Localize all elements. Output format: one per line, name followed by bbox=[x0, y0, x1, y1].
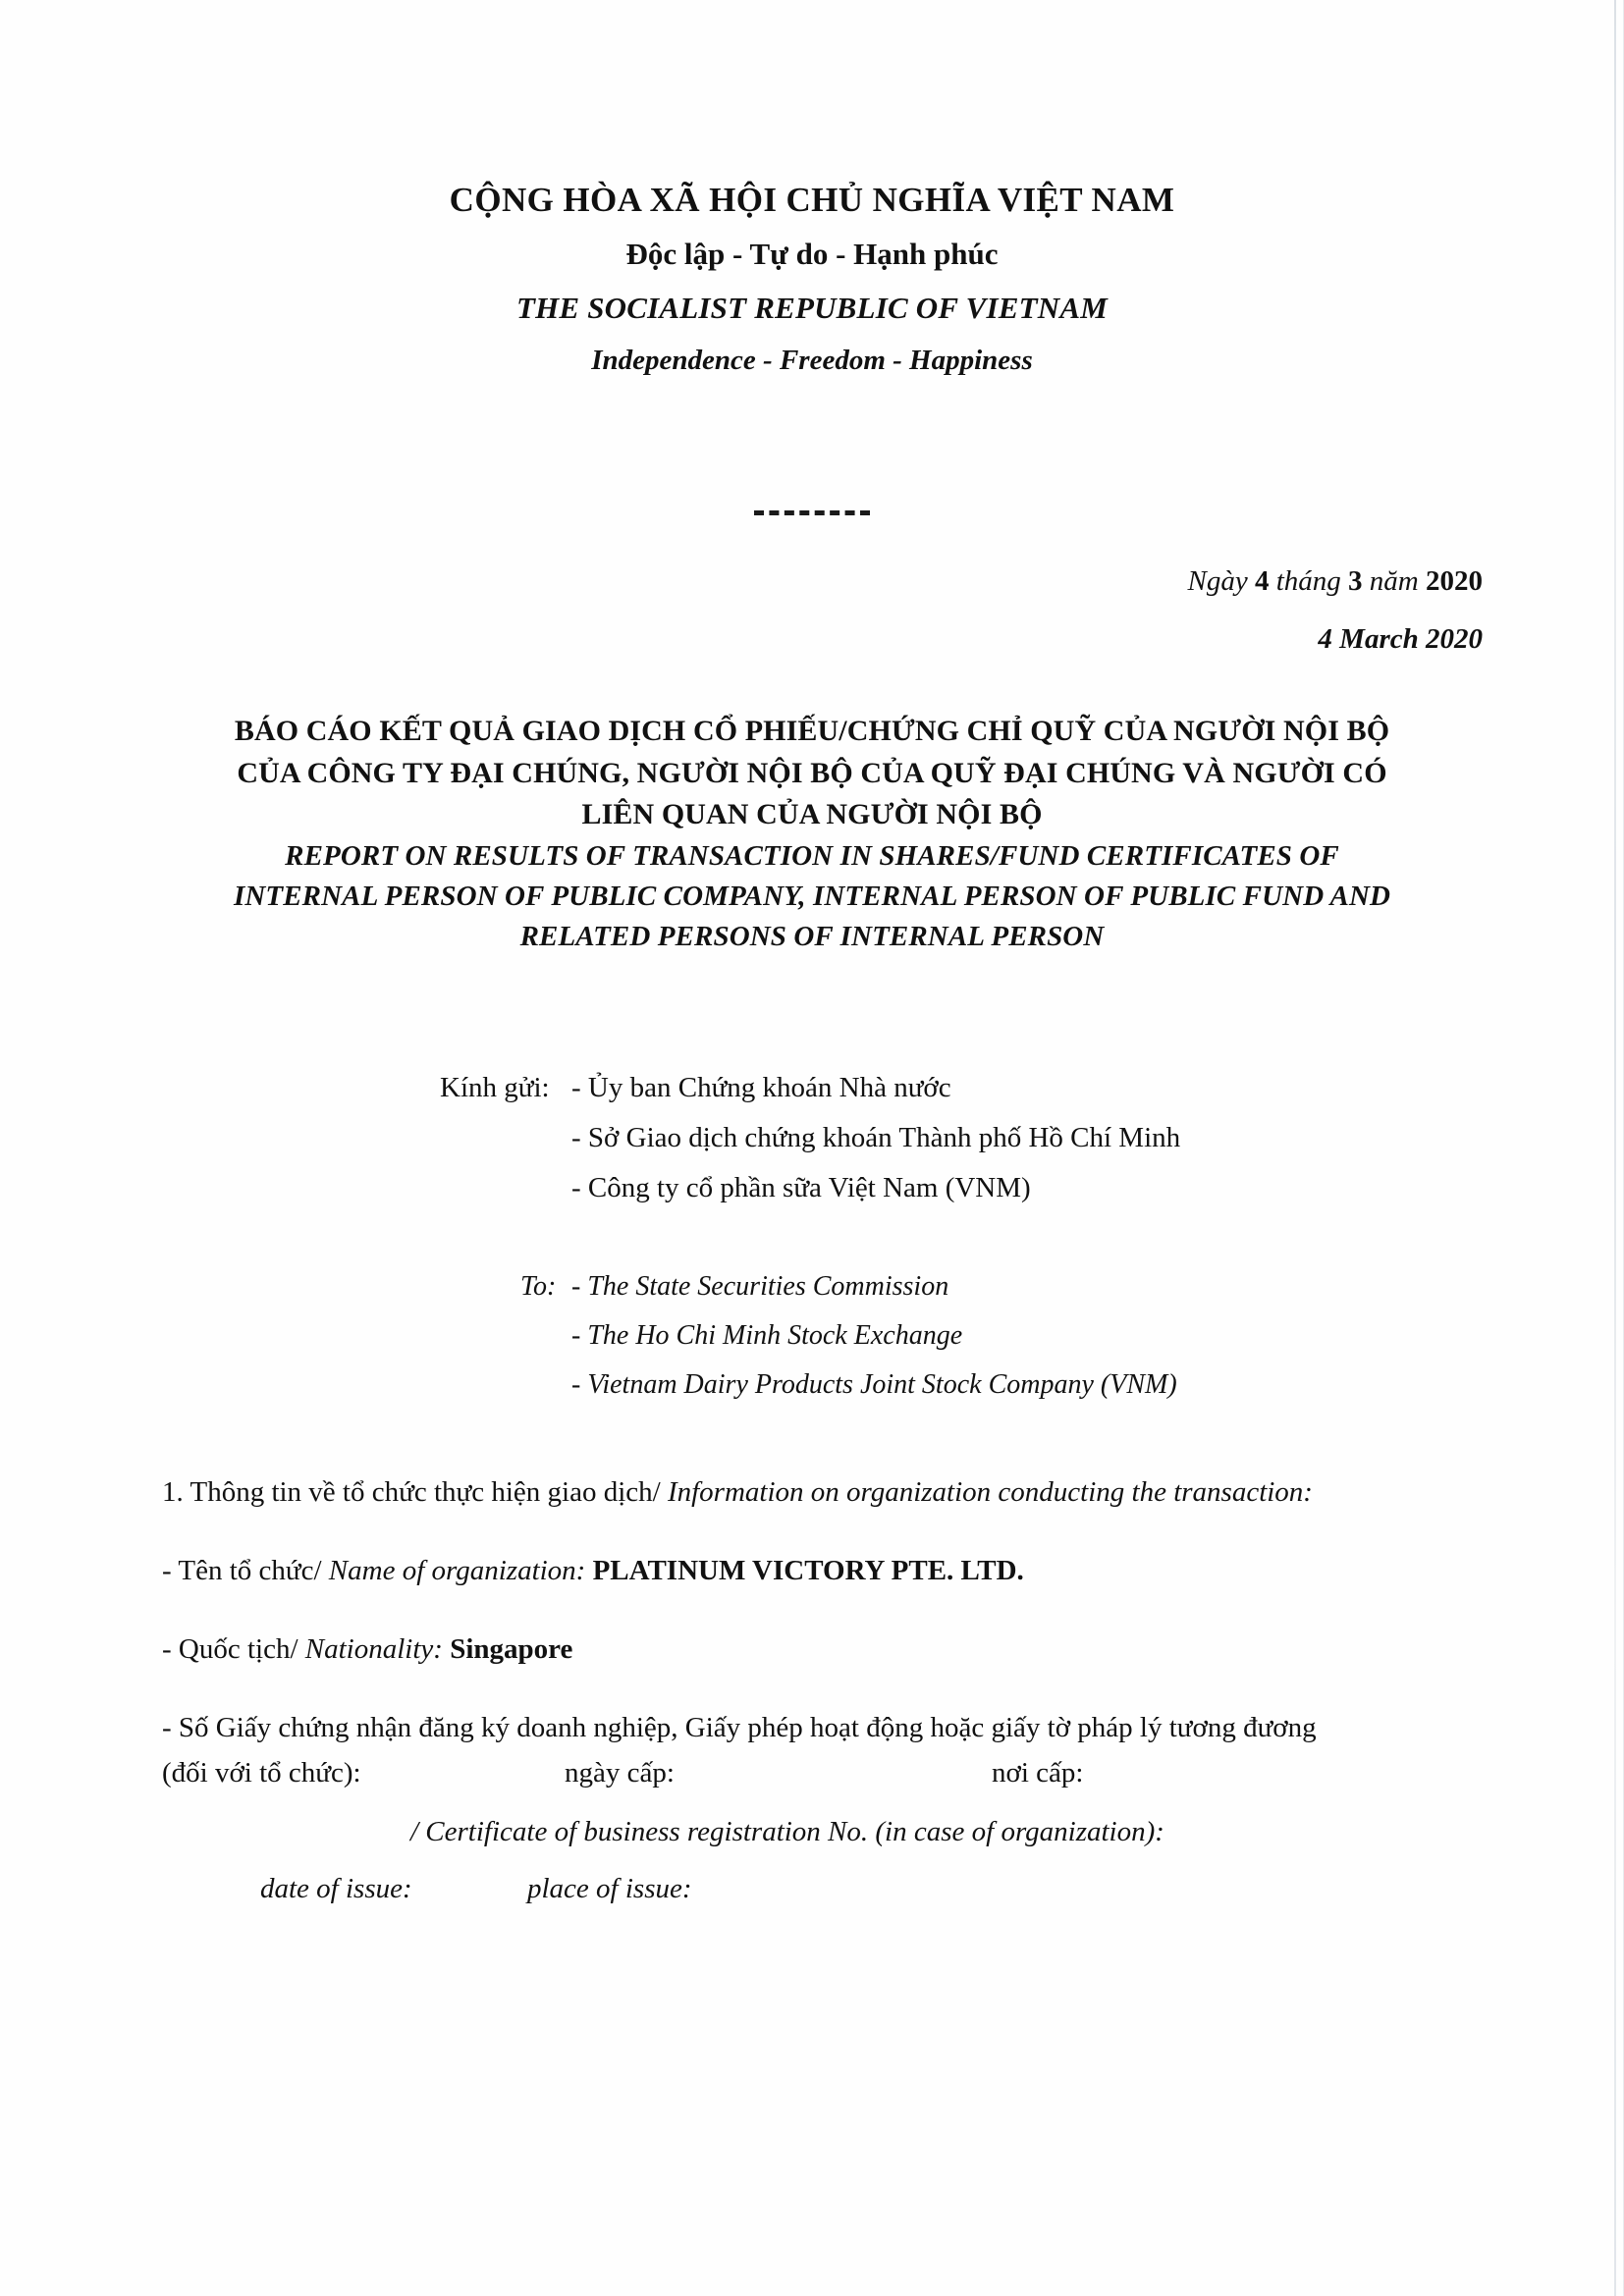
business-registration-place-label-english: place of issue: bbox=[527, 1873, 692, 1905]
business-registration-field bbox=[162, 1706, 1488, 1910]
recipient-item-2: - Sở Giao dịch chứng khoán Thành phố Hồ Chí Minh bbox=[571, 1122, 1181, 1153]
document-title bbox=[0, 711, 1624, 957]
section-1-heading bbox=[162, 1470, 1488, 1514]
country-name-english: THE SOCIALIST REPUBLIC OF VIETNAM bbox=[515, 291, 1109, 325]
title-english-line-2: INTERNAL PERSON OF PUBLIC COMPANY, INTERNAL PERSON OF PUBLIC FUND AND bbox=[233, 880, 1391, 912]
country-name-vietnamese: CỘNG HÒA XÃ HỘI CHỦ NGHĨA VIỆT NAM bbox=[449, 181, 1175, 219]
recipient-row-english bbox=[520, 1371, 1177, 1399]
recipients-vietnamese bbox=[440, 1074, 1180, 1202]
recipient-english-item-2: - The Ho Chi Minh Stock Exchange bbox=[571, 1320, 963, 1351]
business-registration-line-vietnamese: - Số Giấy chứng nhận đăng ký doanh nghiệp, Giấy phép hoạt động hoặc giấy tờ pháp lý tương đương bbox=[162, 1712, 1317, 1744]
recipient-row bbox=[440, 1174, 1180, 1202]
recipient-item-3: - Công ty cổ phần sữa Việt Nam (VNM) bbox=[571, 1172, 1031, 1203]
recipient-item-1: - Ủy ban Chứng khoán Nhà nước bbox=[571, 1072, 951, 1103]
recipient-spacer bbox=[440, 1174, 571, 1202]
recipients-english bbox=[520, 1273, 1177, 1399]
nationality-field bbox=[162, 1628, 1488, 1671]
date-vi-day: 4 bbox=[1254, 565, 1270, 597]
date-vi-month-word: tháng bbox=[1275, 565, 1341, 597]
title-vietnamese-line-1: BÁO CÁO KẾT QUẢ GIAO DỊCH CỔ PHIẾU/CHỨNG CHỈ QUỸ CỦA NGƯỜI NỘI BỘ bbox=[234, 715, 1390, 747]
section-1-heading-english: Information on organization conducting the transaction: bbox=[667, 1476, 1313, 1508]
nationality-label-english: Nationality: bbox=[304, 1633, 443, 1666]
business-registration-org-label: (đối với tổ chức): bbox=[162, 1757, 361, 1789]
recipient-english-item-1: - The State Securities Commission bbox=[571, 1271, 949, 1302]
national-motto-vietnamese: Độc lập - Tự do - Hạnh phúc bbox=[625, 237, 999, 271]
recipient-row-english bbox=[520, 1273, 1177, 1301]
business-registration-columns-vietnamese bbox=[162, 1751, 1488, 1794]
recipient-spacer bbox=[520, 1322, 571, 1350]
national-header bbox=[0, 183, 1624, 375]
title-vietnamese-line-3: LIÊN QUAN CỦA NGƯỜI NỘI BỘ bbox=[581, 798, 1043, 831]
date-vi-prefix: Ngày bbox=[1187, 565, 1248, 597]
title-english-line-1: REPORT ON RESULTS OF TRANSACTION IN SHARES/FUND CERTIFICATES OF bbox=[285, 839, 1339, 872]
date-vietnamese bbox=[1188, 567, 1483, 596]
recipients-english-label: To: bbox=[520, 1271, 557, 1302]
recipient-spacer bbox=[440, 1124, 571, 1152]
recipient-row-english bbox=[520, 1322, 1177, 1350]
business-registration-place-label: nơi cấp: bbox=[992, 1757, 1084, 1789]
recipient-english-item-3: - Vietnam Dairy Products Joint Stock Company (VNM) bbox=[571, 1369, 1177, 1400]
title-english-line-3: RELATED PERSONS OF INTERNAL PERSON bbox=[519, 921, 1105, 953]
recipient-row bbox=[440, 1074, 1180, 1102]
nationality-label-vietnamese: - Quốc tịch/ bbox=[162, 1633, 298, 1666]
organization-name-field bbox=[162, 1549, 1488, 1592]
business-registration-columns-english bbox=[260, 1867, 1488, 1910]
recipients-vietnamese-label: Kính gửi: bbox=[440, 1072, 550, 1103]
date-vi-month: 3 bbox=[1348, 565, 1363, 597]
business-registration-date-label-english: date of issue: bbox=[260, 1873, 412, 1905]
organization-name-label-english: Name of organization: bbox=[328, 1555, 586, 1587]
nationality-value: Singapore bbox=[450, 1633, 573, 1666]
date-english: 4 March 2020 bbox=[1318, 623, 1483, 655]
recipient-spacer bbox=[520, 1371, 571, 1399]
title-vietnamese-line-2: CỦA CÔNG TY ĐẠI CHÚNG, NGƯỜI NỘI BỘ CỦA QUỸ ĐẠI CHÚNG VÀ NGƯỜI CÓ bbox=[237, 756, 1387, 789]
national-motto-english: Independence - Freedom - Happiness bbox=[591, 345, 1033, 376]
section-1-body bbox=[162, 1470, 1488, 1911]
business-registration-line-english: / Certificate of business registration No. (in case of organization): bbox=[410, 1816, 1164, 1848]
organization-name-label-vietnamese: - Tên tổ chức/ bbox=[162, 1555, 322, 1587]
date-vi-year-word: năm bbox=[1369, 565, 1419, 597]
dashed-separator-icon bbox=[754, 510, 870, 515]
section-1-heading-vietnamese: 1. Thông tin về tổ chức thực hiện giao dịch/ bbox=[162, 1476, 661, 1508]
business-registration-date-label: ngày cấp: bbox=[565, 1757, 675, 1789]
recipient-row bbox=[440, 1124, 1180, 1152]
organization-name-value: PLATINUM VICTORY PTE. LTD. bbox=[592, 1555, 1024, 1587]
date-block bbox=[1188, 567, 1483, 654]
date-vi-year: 2020 bbox=[1426, 565, 1483, 597]
separator-rule-container bbox=[0, 503, 1624, 520]
